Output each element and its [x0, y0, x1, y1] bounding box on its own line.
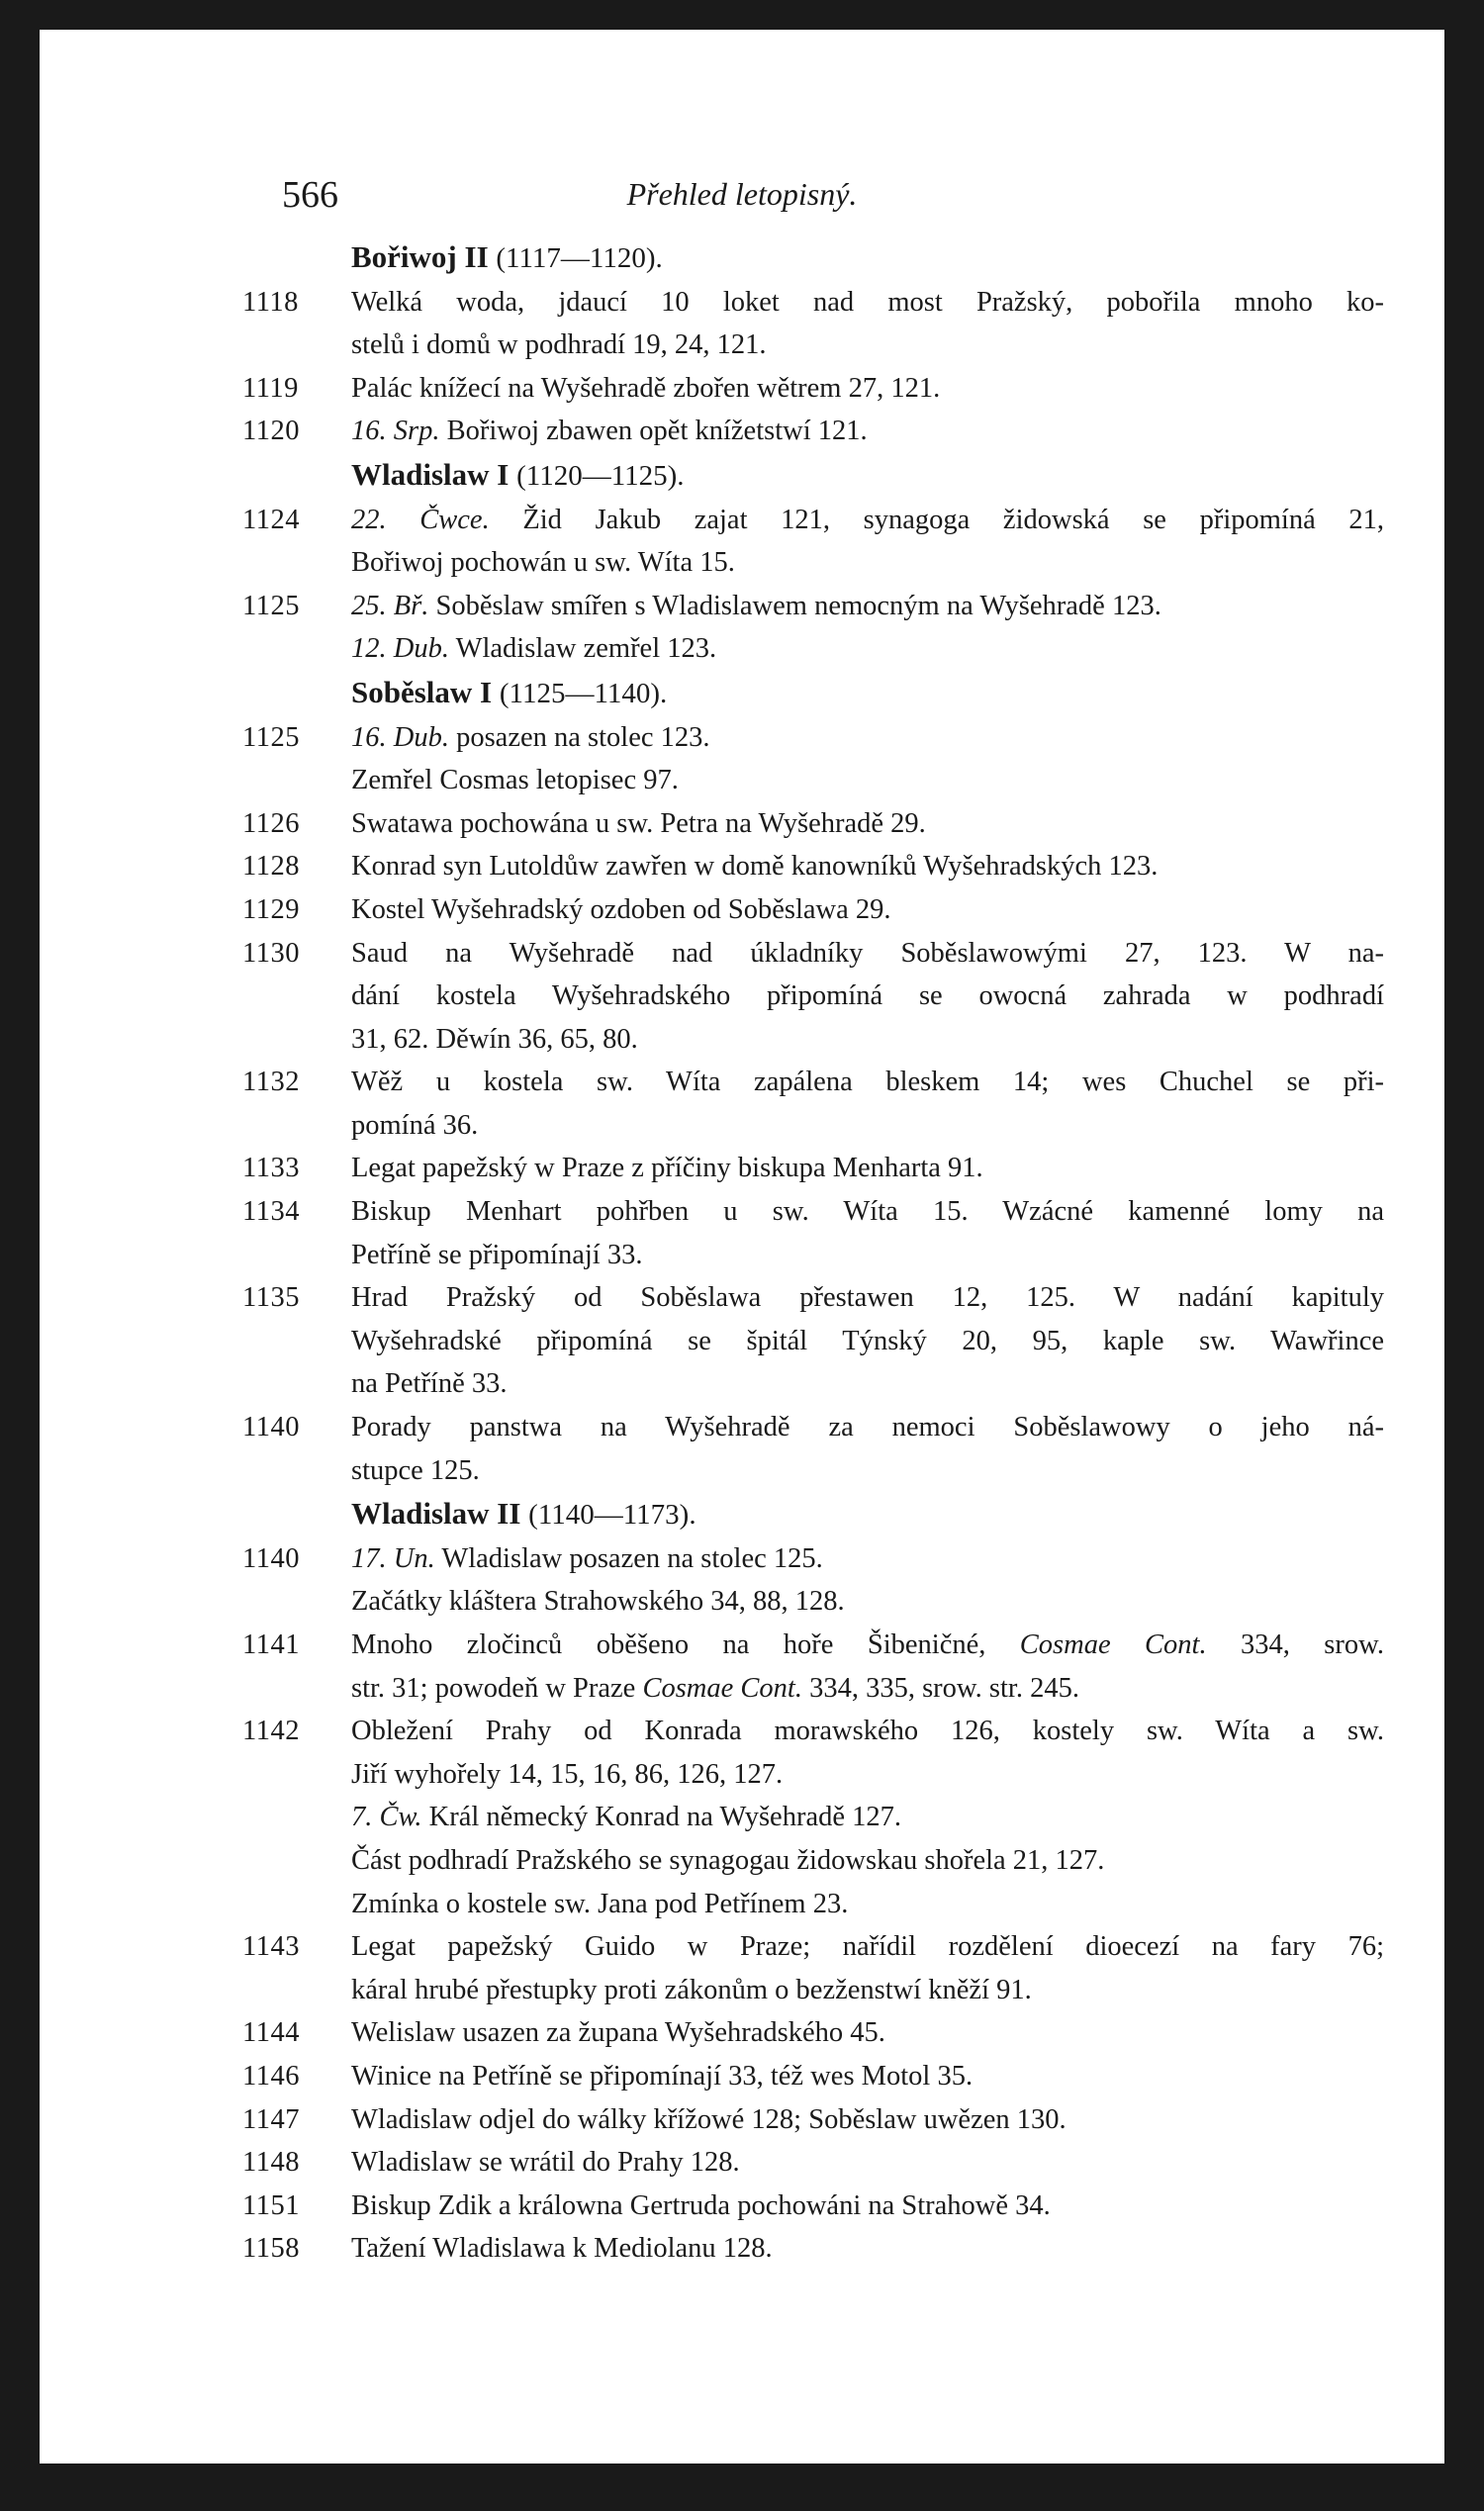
chronicle-text: [242, 235, 1430, 2271]
entry-line: [351, 2227, 1384, 2271]
entry-line-text: Kostel Wyšehradský ozdoben od Soběslawa 29.: [351, 893, 891, 925]
chronicle-entry: [242, 1883, 1430, 1926]
chronicle-entry: [242, 888, 1430, 932]
entry-date: 22. Čwce.: [351, 504, 490, 535]
chronicle-entry: [242, 1710, 1430, 1796]
chronicle-entry: [242, 367, 1430, 411]
entry-text: [351, 716, 1384, 760]
ruler-heading: [242, 453, 1430, 499]
entry-line-text: Část podhradí Pražského se synagogau židowskau shořela 21, 127.: [351, 1844, 1105, 1876]
entry-line-text: na Petříně 33.: [351, 1368, 508, 1400]
entry-text: [351, 1883, 1384, 1926]
entry-year: 1128: [242, 851, 300, 883]
entry-line: [351, 1276, 1384, 1320]
entry-line: [351, 1796, 1384, 1839]
chronicle-entry: [242, 1925, 1430, 2011]
entry-line: [351, 410, 1384, 453]
entry-line: [351, 1061, 1384, 1104]
entry-line-text: Král německý Konrad na Wyšehradě 127.: [428, 1802, 901, 1833]
entry-line-text: Wyšehradské připomíná se špitál Týnský 20, 95, kaple sw. Wawřince: [351, 1325, 1384, 1356]
running-title: Přehled letopisný.: [626, 176, 858, 212]
entry-line: [351, 2055, 1384, 2098]
entry-line-text: Wěž u kostela sw. Wíta zapálena bleskem 14; wes Chuchel se při-: [351, 1067, 1384, 1098]
entry-line: [351, 1190, 1384, 1234]
ruler-heading: [242, 1492, 1430, 1537]
entry-line: [351, 1234, 1384, 1277]
entry-text: [351, 367, 1384, 411]
entry-text: [351, 1796, 1384, 1839]
entry-line: [351, 1449, 1384, 1493]
entry-line-text: Porady panstwa na Wyšehradě za nemoci Soběslawowy o jeho ná-: [351, 1412, 1384, 1443]
entry-text: [351, 410, 1384, 453]
chronicle-entry: [242, 845, 1430, 888]
chronicle-entry: [242, 281, 1430, 367]
entry-date: 12. Dub.: [351, 633, 449, 665]
chronicle-entry: [242, 627, 1430, 671]
chronicle-entry: [242, 2227, 1430, 2271]
entry-line-text: Bořiwoj pochowán u sw. Wíta 15.: [351, 547, 735, 579]
entry-year: [242, 1580, 351, 1624]
entry-year: 1147: [242, 2103, 300, 2135]
entry-line: [351, 2185, 1384, 2228]
entry-text: [351, 932, 1384, 1062]
entry-text: [351, 1710, 1384, 1796]
entry-year: 1148: [242, 2147, 300, 2179]
entry-line-text: Zmínka o kostele sw. Jana pod Petřínem 23.: [351, 1888, 849, 1919]
entry-text: [351, 1276, 1384, 1406]
entry-line: [351, 324, 1384, 367]
entry-line-text: Začátky kláštera Strahowského 34, 88, 128.: [351, 1586, 845, 1618]
entry-line: [351, 888, 1384, 932]
entry-text: [351, 1147, 1384, 1190]
entry-text: [351, 1061, 1384, 1147]
entry-line-text: Legat papežský w Praze z příčiny biskupa Menharta 91.: [351, 1153, 983, 1184]
entry-line-text: pomíná 36.: [351, 1109, 479, 1141]
ruler-heading: [242, 235, 1430, 281]
chronicle-entry: [242, 1796, 1430, 1839]
entry-text: [351, 1406, 1384, 1492]
entry-line-text: Saud na Wyšehradě nad úkladníky Soběslawowými 27, 123. W na-: [351, 937, 1384, 969]
entry-text: [351, 1537, 1384, 1581]
chronicle-entry: [242, 1624, 1430, 1710]
entry-text: [351, 759, 1384, 802]
entry-text: [351, 2185, 1384, 2228]
entry-line: [351, 1104, 1384, 1148]
reign-years: (1117—1120).: [496, 242, 663, 274]
entry-text: [351, 2227, 1384, 2271]
entry-line: [351, 1969, 1384, 2012]
entry-line-text: str. 31; powodeň w Praze Cosmae Cont. 334, 335, srow. str. 245.: [351, 1672, 1079, 1704]
entry-line-text: Tažení Wladislawa k Mediolanu 128.: [351, 2233, 773, 2265]
entry-year: 1125: [242, 721, 300, 753]
entry-line: [351, 2011, 1384, 2055]
chronicle-entry: [242, 1276, 1430, 1406]
entry-line: [351, 1883, 1384, 1926]
entry-text: [351, 2098, 1384, 2142]
entry-line-text: Petříně se připomínají 33.: [351, 1239, 643, 1270]
entry-line-text: Swatawa pochowána u sw. Petra na Wyšehradě 29.: [351, 807, 926, 839]
entry-text: [351, 1925, 1384, 2011]
entry-year: 1120: [242, 416, 300, 447]
reign-years: (1125—1140).: [499, 677, 668, 709]
chronicle-entry: [242, 932, 1430, 1062]
entry-line: [351, 1624, 1384, 1667]
entry-line: [351, 716, 1384, 760]
entry-year: 1124: [242, 504, 300, 535]
entry-text: [351, 802, 1384, 846]
entry-year: 1143: [242, 1931, 300, 1963]
chronicle-entry: [242, 759, 1430, 802]
entry-line: [351, 1753, 1384, 1797]
entry-date: 17. Un.: [351, 1542, 435, 1574]
chronicle-entry: [242, 1537, 1430, 1581]
chronicle-entry: [242, 1147, 1430, 1190]
entry-line-text: Wladislaw odjel do wálky křížowé 128; Soběslaw uwězen 130.: [351, 2103, 1067, 2135]
ruler-name: Wladislaw I: [351, 456, 510, 492]
entry-line-text: posazen na stolec 123.: [456, 721, 710, 753]
chronicle-entry: [242, 1839, 1430, 1883]
entry-line: [351, 1018, 1384, 1062]
entry-line-text: Wladislaw zemřel 123.: [455, 633, 717, 665]
reign-years: (1140—1173).: [528, 1499, 696, 1532]
entry-line-text: stupce 125.: [351, 1454, 480, 1486]
entry-line-text: Palác knížecí na Wyšehradě zbořen wětrem 27, 121.: [351, 372, 941, 404]
chronicle-entry: [242, 2185, 1430, 2228]
entry-year: 1158: [242, 2233, 300, 2265]
entry-year: [242, 1839, 351, 1883]
entry-line-text: Konrad syn Lutoldůw zawřen w domě kanowníků Wyšehradských 123.: [351, 851, 1159, 883]
entry-text: [351, 845, 1384, 888]
chronicle-entry: [242, 1580, 1430, 1624]
reign-years: (1120—1125).: [516, 459, 685, 492]
chronicle-entry: [242, 585, 1430, 628]
entry-line: [351, 541, 1384, 585]
entry-line: [351, 627, 1384, 671]
entry-text: [351, 1190, 1384, 1276]
chronicle-entry: [242, 716, 1430, 760]
chronicle-entry: [242, 1406, 1430, 1492]
entry-text: [351, 2055, 1384, 2098]
entry-line: [351, 802, 1384, 846]
entry-year: 1119: [242, 372, 299, 404]
entry-line-text: Mnoho zločinců oběšeno na hoře Šibeničné, Cosmae Cont. 334, srow.: [351, 1629, 1384, 1660]
entry-year: [242, 759, 351, 802]
entry-text: [351, 281, 1384, 367]
entry-line-text: Wladislaw se wrátil do Prahy 128.: [351, 2147, 740, 2179]
entry-text: [351, 1839, 1384, 1883]
entry-line: [351, 932, 1384, 976]
entry-line: [351, 1320, 1384, 1363]
entry-line-text: dání kostela Wyšehradského připomíná se owocná zahrada w podhradí: [351, 980, 1384, 1012]
entry-line-text: Obležení Prahy od Konrada morawského 126, kostely sw. Wíta a sw.: [351, 1716, 1384, 1747]
entry-line-text: Winice na Petříně se připomínají 33, též wes Motol 35.: [351, 2060, 974, 2092]
entry-line: [351, 975, 1384, 1018]
entry-text: [351, 2011, 1384, 2055]
entry-line: [351, 1710, 1384, 1753]
ruler-name: Bořiwoj II: [351, 239, 489, 274]
chronicle-entry: [242, 1190, 1430, 1276]
entry-year: 1130: [242, 937, 300, 969]
entry-year: 1129: [242, 893, 300, 925]
entry-year: 1133: [242, 1153, 300, 1184]
entry-line: [351, 499, 1384, 542]
entry-line-text: stelů i domů w podhradí 19, 24, 121.: [351, 329, 767, 361]
entry-line: [351, 1362, 1384, 1406]
entry-year: 1140: [242, 1412, 300, 1443]
entry-year: 1126: [242, 807, 300, 839]
entry-line-text: Welislaw usazen za župana Wyšehradského 45.: [351, 2017, 885, 2049]
entry-date: 16. Dub.: [351, 721, 449, 753]
entry-year: 1125: [242, 590, 300, 621]
entry-year: 1140: [242, 1542, 300, 1574]
entry-text: [351, 2141, 1384, 2185]
entry-line-text: Biskup Menhart pohřben u sw. Wíta 15. Wzácné kamenné lomy na: [351, 1196, 1384, 1228]
entry-line: [351, 1839, 1384, 1883]
entry-text: [351, 627, 1384, 671]
entry-text: [351, 585, 1384, 628]
chronicle-entry: [242, 2055, 1430, 2098]
entry-line-text: Jiří wyhořely 14, 15, 16, 86, 126, 127.: [351, 1758, 784, 1790]
entry-line-text: Hrad Pražský od Soběslawa přestawen 12, 125. W nadání kapituly: [351, 1282, 1384, 1314]
chronicle-entry: [242, 802, 1430, 846]
entry-line-text: Žid Jakub zajat 121, synagoga židowská se připomíná 21,: [522, 504, 1384, 535]
entry-year: 1141: [242, 1629, 300, 1660]
entry-line-text: 31, 62. Děwín 36, 65, 80.: [351, 1023, 638, 1055]
entry-year: 1142: [242, 1716, 300, 1747]
entry-line: [351, 1925, 1384, 1969]
chronicle-entry: [242, 499, 1430, 585]
entry-line: [351, 1406, 1384, 1449]
entry-year: 1151: [242, 2189, 300, 2221]
entry-line: [351, 845, 1384, 888]
entry-date: 7. Čw.: [351, 1802, 422, 1833]
entry-year: 1144: [242, 2017, 300, 2049]
entry-line-text: Legat papežský Guido w Praze; nařídil rozdělení dioecezí na fary 76;: [351, 1931, 1384, 1963]
chronicle-entry: [242, 1061, 1430, 1147]
chronicle-entry: [242, 2098, 1430, 2142]
entry-line: [351, 2098, 1384, 2142]
ruler-name: Wladislaw II: [351, 1496, 521, 1532]
entry-line-text: Zemřel Cosmas letopisec 97.: [351, 765, 679, 796]
entry-year: [242, 627, 351, 671]
entry-date: 16. Srp.: [351, 416, 440, 447]
ruler-heading: [242, 671, 1430, 716]
entry-line: [351, 1537, 1384, 1581]
entry-line: [351, 1147, 1384, 1190]
entry-line: [351, 1667, 1384, 1711]
entry-text: [351, 1580, 1384, 1624]
page-number: 566: [282, 174, 338, 216]
entry-year: 1146: [242, 2060, 300, 2092]
entry-line-text: Bořiwoj zbawen opět knížetstwí 121.: [446, 416, 868, 447]
entry-year: [242, 1883, 351, 1926]
entry-line: [351, 2141, 1384, 2185]
entry-line-text: Soběslaw smířen s Wladislawem nemocným na Wyšehradě 123.: [435, 590, 1161, 621]
entry-line: [351, 759, 1384, 802]
entry-line-text: káral hrubé přestupky proti zákonům o bezženstwí kněží 91.: [351, 1974, 1032, 2005]
entry-line-text: Welká woda, jdaucí 10 loket nad most Pražský, pobořila mnoho ko-: [351, 286, 1384, 318]
chronicle-entry: [242, 410, 1430, 453]
ruler-name: Soběslaw I: [351, 674, 493, 709]
entry-date: 25. Bř.: [351, 590, 429, 621]
entry-text: [351, 1624, 1384, 1710]
entry-line: [351, 1580, 1384, 1624]
entry-line: [351, 367, 1384, 411]
entry-year: 1134: [242, 1196, 300, 1228]
entry-line: [351, 281, 1384, 325]
entry-text: [351, 499, 1384, 585]
chronicle-entry: [242, 2011, 1430, 2055]
entry-year: 1132: [242, 1067, 300, 1098]
entry-year: 1118: [242, 286, 299, 318]
entry-line-text: Biskup Zdik a králowna Gertruda pochowáni na Strahowě 34.: [351, 2189, 1051, 2221]
chronicle-entry: [242, 2141, 1430, 2185]
entry-text: [351, 888, 1384, 932]
entry-year: [242, 1796, 351, 1839]
entry-line-text: Wladislaw posazen na stolec 125.: [441, 1542, 823, 1574]
entry-line: [351, 585, 1384, 628]
entry-year: 1135: [242, 1282, 300, 1314]
